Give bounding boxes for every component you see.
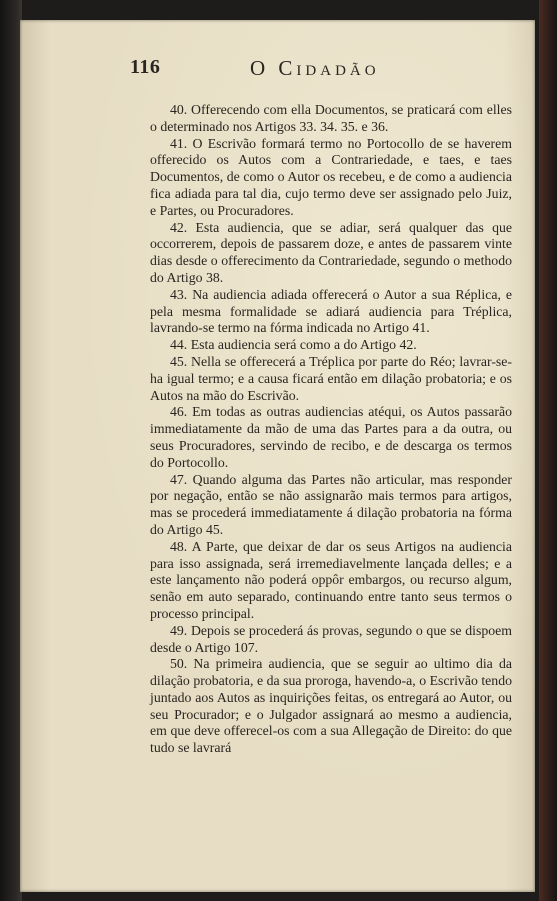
page-number: 116: [130, 56, 161, 78]
article-47: 47. Quando alguma das Partes não articular, mas responder por negação, então se não assignarão mais termos para artigos, mas se procederá immediatamente á dilação probatoria na fórma do Artigo 45.: [150, 471, 512, 537]
article-50: 50. Na primeira audiencia, que se seguir ao ultimo dia da dilação probatoria, e da sua proroga, havendo-a, o Escrivão tendo juntado aos Autos as inquirições feitas, os entregará ao Autor, ou seu Procurador; e o Julgador assignará ao mesmo a audiencia, em que deve offerecel-os com a sua Allegação de Direito: do que tudo se lavrará: [150, 656, 512, 756]
article-46: 46. Em todas as outras audiencias atéqui, os Autos passarão immediatamente da mão de uma das Partes para a da outra, ou seus Procuradores, servindo de recibo, e de descarga os termos do Portocollo.: [150, 404, 512, 470]
book-cover-edge: [539, 0, 557, 901]
article-42: 42. Esta audiencia, que se adiar, será qualquer das que occorrerem, depois de passarem doze, e antes de passarem vinte dias desde o offerecimento da Contrariedade, segundo o methodo do Artigo 38.: [150, 219, 512, 285]
article-45: 45. Nella se offerecerá a Tréplica por parte do Réo; lavrar-se-ha igual termo; e a causa ficará então em dilação probatoria; e os Autos na mão do Escrivão.: [150, 353, 512, 403]
article-41: 41. O Escrivão formará termo no Portocollo de se haverem offerecido os Autos com a Contrariedade, e taes, e taes Documentos, de como o Autor os recebeu, e de como a audiencia fica adiada para tal dia, cujo termo deve ser assignado pelo Juiz, e Partes, ou Procuradores.: [150, 135, 512, 218]
page-header: [130, 56, 490, 84]
article-49: 49. Depois se procederá ás provas, segundo o que se dispoem desde o Artigo 107.: [150, 622, 512, 655]
article-48: 48. A Parte, que deixar de dar os seus Artigos na audiencia para isso assignada, será irremediavelmente lançada delles; e a este lançamento não poderá oppôr embargos, ou recurso algum, senão em auto separado, continuando entre tanto seus termos o processo principal.: [150, 538, 512, 621]
article-43: 43. Na audiencia adiada offerecerá o Autor a sua Réplica, e pela mesma formalidade se adiará audiencia para Tréplica, lavrando-se termo na fórma indicada no Artigo 41.: [150, 286, 512, 336]
article-40: 40. Offerecendo com ella Documentos, se praticará com elles o determinado nos Artigos 33. 34. 35. e 36.: [150, 102, 512, 134]
book-spine-edge: [0, 0, 22, 901]
article-44: 44. Esta audiencia será como a do Artigo 42.: [170, 337, 417, 353]
running-title: O Cidadão: [250, 56, 380, 80]
page-body: [150, 102, 512, 757]
